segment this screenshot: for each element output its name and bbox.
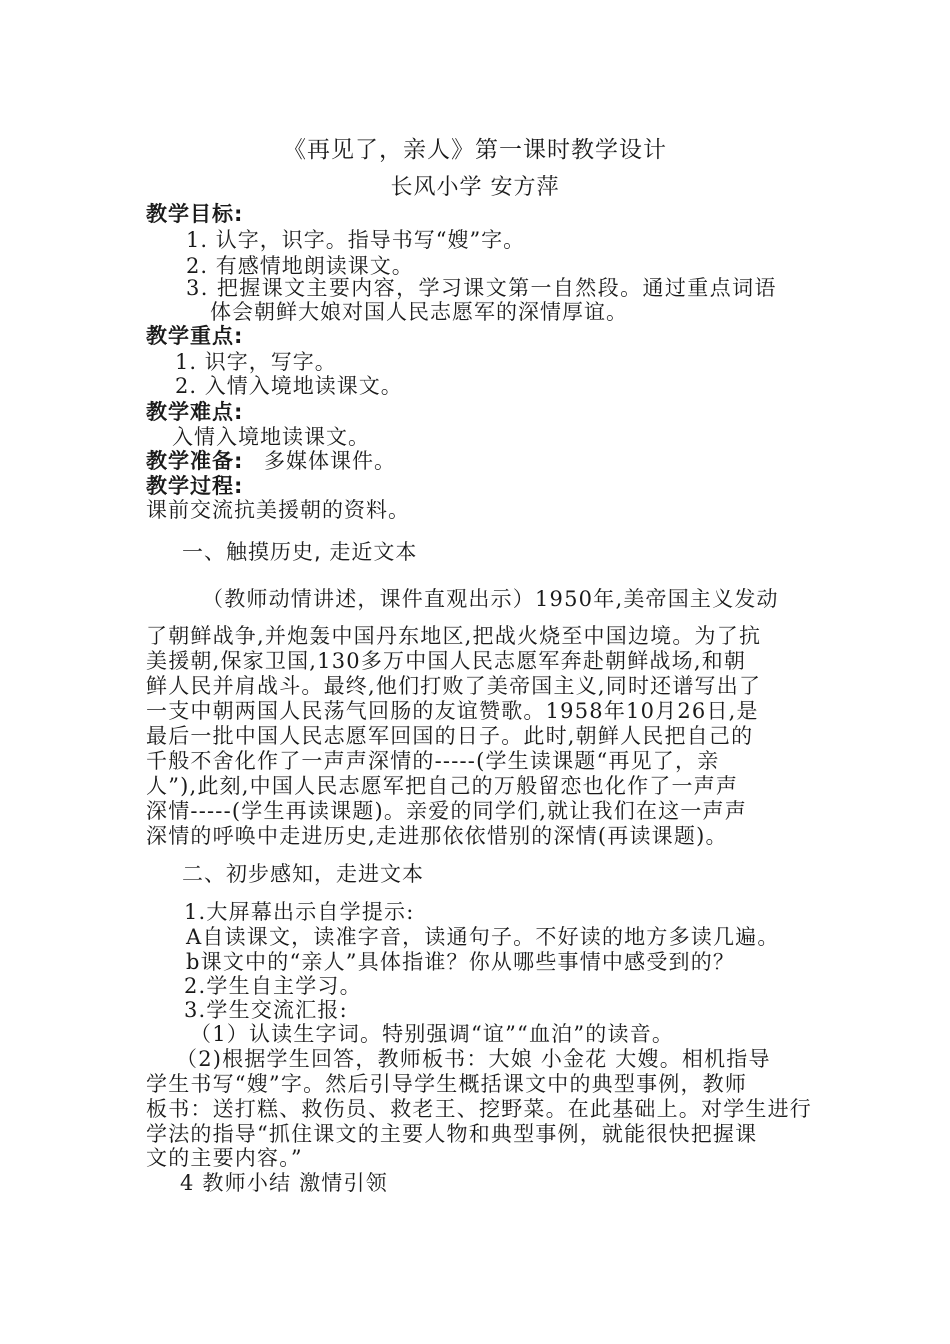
difficulties-text: 入情入境地读课文。 [172,425,370,449]
section1-line: 千般不舍化作了一声声深情的-----(学生读课题“再见了，亲 [146,749,720,773]
preparation-heading: 教学准备: [146,449,244,473]
preparation-text: 多媒体课件。 [264,449,396,473]
document-title: 《再见了，亲人》第一课时教学设计 [283,137,667,163]
section1-line: 美援朝,保家卫国,130多万中国人民志愿军奔赴朝鲜战场,和朝 [146,649,747,673]
key-points-heading: 教学重点: [146,324,244,348]
goal-item-2: 2. 有感情地朗读课文。 [186,254,414,278]
goal-item-3-cont: 体会朝鲜大娘对国人民志愿军的深情厚谊。 [210,300,628,324]
section2-line: 学生书写“嫂”字。然后引导学生概括课文中的典型事例，教师 [146,1072,748,1096]
section1-line: （教师动情讲述，课件直观出示）1950年,美帝国主义发动 [202,587,779,611]
difficulties-heading: 教学难点: [146,400,244,424]
section1-heading: 一、触摸历史, 走近文本 [182,540,418,564]
section2-heading: 二、初步感知，走进文本 [182,862,424,886]
section1-line: 人”),此刻,中国人民志愿军把自己的万般留恋也化作了一声声 [146,774,739,798]
key-point-2: 2. 入情入境地读课文。 [175,374,403,398]
section2-line: 学法的指导“抓住课文的主要人物和典型事例，就能很快把握课 [146,1122,758,1146]
section2-line: （2)根据学生回答，教师板书：大娘 小金花 大嫂。相机指导 [176,1047,771,1071]
goal-item-1: 1. 认字，识字。指导书写“嫂”字。 [186,228,526,252]
process-heading: 教学过程: [146,474,244,498]
section1-line: 鲜人民并肩战斗。最终,他们打败了美帝国主义,同时还谱写出了 [146,674,762,698]
author-line: 长风小学 安方萍 [390,175,560,200]
section2-line: 1.大屏幕出示自学提示: [184,900,415,924]
section2-line: 板书：送打糕、救伤员、救老王、挖野菜。在此基础上。对学生进行 [146,1097,812,1121]
section2-line: （1）认读生字词。特别强调“谊”“血泊”的读音。 [190,1022,675,1046]
section1-line: 深情的呼唤中走进历史,走进那依依惜别的深情(再读课题)。 [146,824,728,848]
section2-line: 文的主要内容。” [146,1146,303,1170]
goals-heading: 教学目标: [146,202,244,226]
section1-line: 一支中朝两国人民荡气回肠的友谊赞歌。1958年10月26日,是 [146,699,759,723]
section1-line: 深情-----(学生再读课题)。亲爱的同学们,就让我们在这一声声 [146,799,747,823]
section1-line: 最后一批中国人民志愿军回国的日子。此时,朝鲜人民把自己的 [146,724,754,748]
section2-line: A自读课文，读准字音，读通句子。不好读的地方多读几遍。 [186,925,780,949]
goal-item-3: 3. 把握课文主要内容，学习课文第一自然段。通过重点词语 [186,276,777,300]
section2-line: 4 教师小结 激情引领 [180,1171,388,1195]
pre-class-text: 课前交流抗美援朝的资料。 [146,498,410,522]
section1-line: 了朝鲜战争,并炮轰中国丹东地区,把战火烧至中国边境。为了抗 [146,624,762,648]
section2-line: 3.学生交流汇报: [184,998,348,1022]
key-point-1: 1. 识字，写字。 [175,350,337,374]
section2-line: 2.学生自主学习。 [184,974,362,998]
section2-line: b课文中的“亲人”具体指谁？你从哪些事情中感受到的？ [186,950,736,974]
